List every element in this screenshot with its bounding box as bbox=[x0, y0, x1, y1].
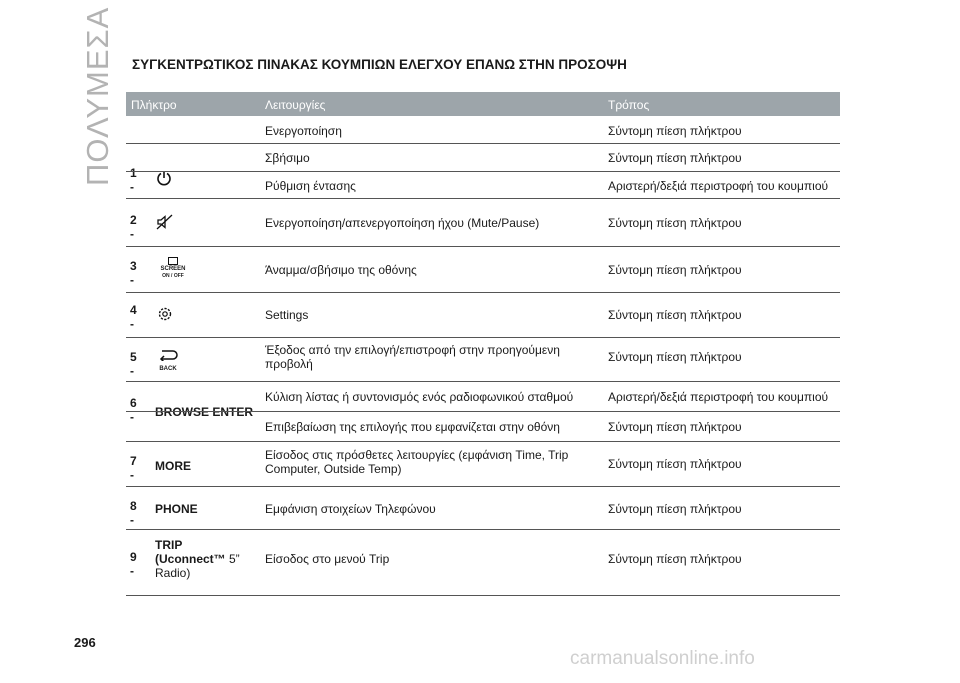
list-item bbox=[126, 338, 840, 381]
controls-table bbox=[126, 92, 840, 596]
function-text: Settings bbox=[265, 308, 309, 322]
table-row bbox=[126, 382, 840, 442]
method-text: Σύντομη πίεση πλήκτρου bbox=[608, 216, 742, 230]
method-text: Σύντομη πίεση πλήκτρου bbox=[608, 263, 742, 277]
list-item bbox=[126, 116, 840, 143]
method-text: Σύντομη πίεση πλήκτρου bbox=[608, 350, 742, 364]
list-item bbox=[126, 530, 840, 595]
method-text: Σύντομη πίεση πλήκτρου bbox=[608, 308, 742, 322]
icon-label: BACK bbox=[159, 366, 177, 372]
function-text: Εμφάνιση στοιχείων Τηλεφώνου bbox=[265, 502, 436, 516]
table-row bbox=[126, 338, 840, 382]
header-method: Τρόπος bbox=[608, 98, 650, 112]
table-header bbox=[126, 92, 840, 116]
function-text: Άναμμα/σβήσιμο της οθόνης bbox=[265, 263, 417, 277]
key-label: BROWSE ENTER bbox=[155, 405, 254, 419]
method-text: Σύντομη πίεση πλήκτρου bbox=[608, 552, 742, 566]
list-item bbox=[126, 487, 840, 529]
row-number: 6 - bbox=[130, 396, 137, 424]
table-row bbox=[126, 247, 840, 293]
function-text: Σβήσιμο bbox=[265, 151, 310, 165]
key-label: MORE bbox=[155, 459, 191, 473]
row-number: 2 - bbox=[130, 213, 137, 241]
function-text: Ενεργοποίηση bbox=[265, 124, 342, 138]
method-text: Σύντομη πίεση πλήκτρου bbox=[608, 151, 742, 165]
list-item bbox=[126, 442, 840, 486]
function-text: Επιβεβαίωση της επιλογής που εμφανίζεται στην οθόνη bbox=[265, 420, 560, 434]
page-number: 296 bbox=[74, 635, 96, 650]
function-text: Κύλιση λίστας ή συντονισμός ενός ραδιοφωνικού σταθμού bbox=[265, 390, 574, 404]
header-functions: Λειτουργίες bbox=[265, 98, 326, 112]
row-number: 7 - bbox=[130, 454, 137, 482]
list-item bbox=[126, 247, 840, 292]
list-item bbox=[126, 293, 840, 337]
method-text: Αριστερή/δεξιά περιστροφή του κουμπιού bbox=[608, 179, 829, 193]
table-row bbox=[126, 442, 840, 487]
function-text: Έξοδος από την επιλογή/επιστροφή στην προηγούμενη προβολή bbox=[265, 343, 560, 371]
icon-label: SCREEN bbox=[160, 266, 186, 272]
header-key: Πλήκτρο bbox=[131, 98, 177, 112]
method-text: Σύντομη πίεση πλήκτρου bbox=[608, 420, 742, 434]
row-number: 3 - bbox=[130, 259, 137, 287]
table-row bbox=[126, 293, 840, 338]
watermark: carmanualsonline.info bbox=[570, 648, 755, 669]
key-detail-bold: (Uconnect™ bbox=[155, 552, 226, 566]
method-text: Σύντομη πίεση πλήκτρου bbox=[608, 124, 742, 138]
function-text: Ρύθμιση έντασης bbox=[265, 179, 356, 193]
method-text: Σύντομη πίεση πλήκτρου bbox=[608, 457, 742, 471]
key-detail: 5” Radio) bbox=[155, 552, 240, 580]
table-row bbox=[126, 199, 840, 247]
row-number: 4 - bbox=[130, 303, 137, 331]
list-item bbox=[126, 382, 840, 411]
icon-label: ON / OFF bbox=[162, 273, 184, 279]
table-row bbox=[126, 487, 840, 530]
row-number: 1 - bbox=[130, 166, 137, 194]
list-item bbox=[126, 143, 840, 171]
method-text: Σύντομη πίεση πλήκτρου bbox=[608, 502, 742, 516]
list-item bbox=[126, 171, 840, 198]
function-text: Είσοδος στο μενού Trip bbox=[265, 552, 390, 566]
side-section-title: ΠΟΛΥΜΕΣΑ bbox=[80, 6, 115, 186]
function-text: Είσοδος στις πρόσθετες λειτουργίες (εμφάνιση Time, Trip Computer, Outside Temp) bbox=[265, 448, 569, 476]
key-label-main: TRIP bbox=[155, 538, 183, 552]
row-number: 8 - bbox=[130, 499, 137, 527]
page-title: ΣΥΓΚΕΝΤΡΩΤΙΚΟΣ ΠΙΝΑΚΑΣ ΚΟΥΜΠΙΩΝ ΕΛΕΓΧΟΥ ΕΠΑΝΩ ΣΤΗΝ ΠΡΟΣΟΨΗ bbox=[132, 57, 627, 72]
row-number: 5 - bbox=[130, 350, 137, 378]
table-row bbox=[126, 530, 840, 596]
list-item bbox=[126, 199, 840, 246]
table-row bbox=[126, 116, 840, 199]
list-item bbox=[126, 411, 840, 441]
key-label: PHONE bbox=[155, 502, 198, 516]
method-text: Αριστερή/δεξιά περιστροφή του κουμπιού bbox=[608, 390, 829, 404]
function-text: Ενεργοποίηση/απενεργοποίηση ήχου (Mute/Pause) bbox=[265, 216, 540, 230]
row-number: 9 - bbox=[130, 550, 137, 578]
